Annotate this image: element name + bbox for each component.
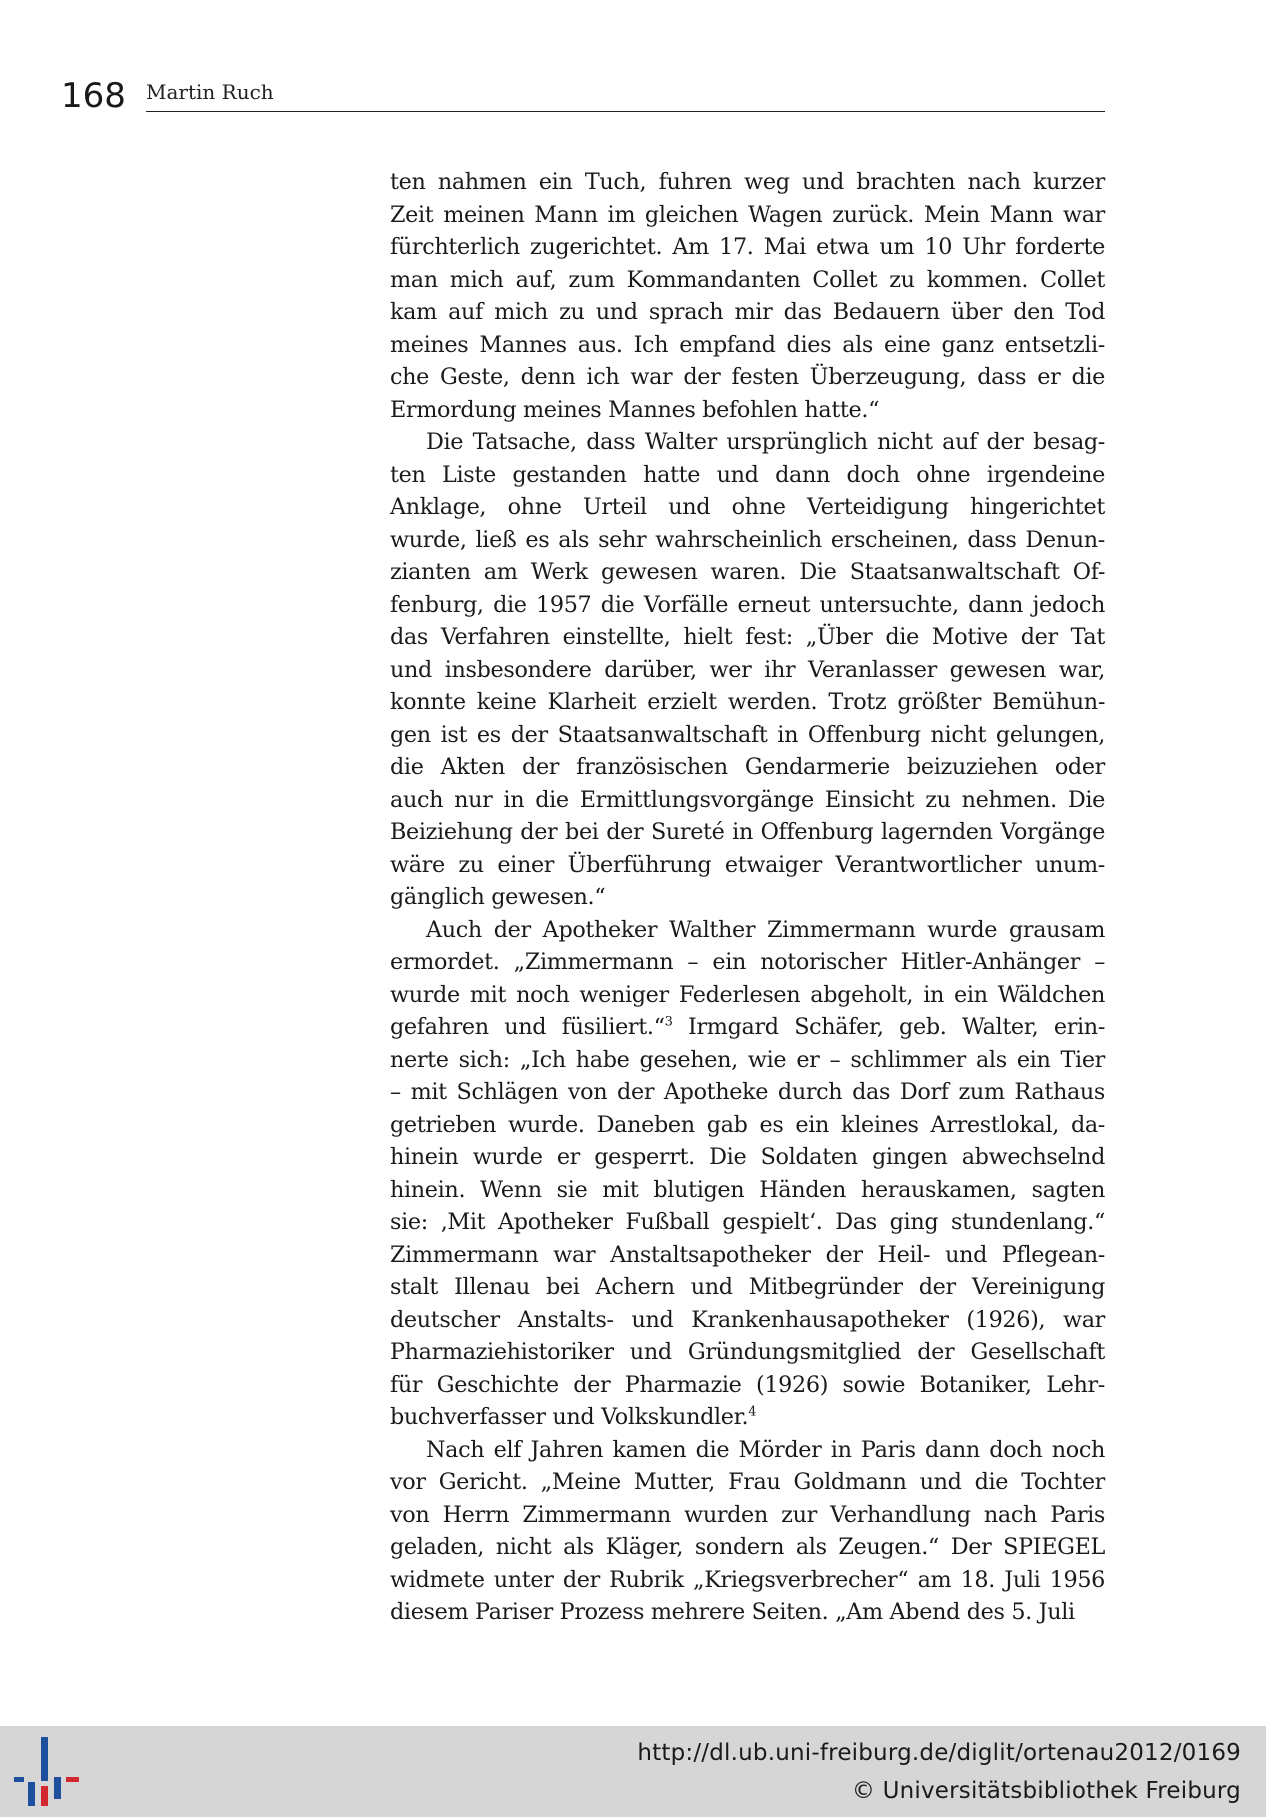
text-line — [390, 296, 1105, 329]
text-line-content: kam auf mich zu und sprach mir das Bedauern über den Tod — [390, 299, 1105, 325]
text-line-content: wurde mit noch weniger Federlesen abgeholt, in ein Wäldchen — [390, 981, 1105, 1008]
text-line-content: Zimmermann war Anstaltsapotheker der Heil- und Pflegean- — [390, 1241, 1105, 1268]
text-line — [390, 1564, 1105, 1597]
text-line-content: und insbesondere darüber, wer ihr Veranlasser gewesen war, — [390, 656, 1105, 683]
text-line — [390, 1109, 1105, 1142]
text-line — [390, 1011, 1105, 1044]
text-line — [390, 1271, 1105, 1304]
text-line-content: – mit Schlägen von der Apotheke durch das Dorf zum Rathaus — [390, 1079, 1105, 1105]
text-line — [390, 166, 1105, 199]
text-line-content: getrieben wurde. Daneben gab es ein kleines Arrestlokal, da- — [390, 1111, 1105, 1138]
text-line — [390, 784, 1105, 817]
text-line — [390, 556, 1105, 589]
text-line — [390, 1434, 1105, 1467]
ub-freiburg-logo-icon — [14, 1737, 82, 1807]
text-line — [390, 1596, 1105, 1629]
text-line-content: ten Liste gestanden hatte und dann doch ohne irgendeine — [390, 461, 1105, 488]
text-line — [390, 1174, 1105, 1207]
text-line — [390, 621, 1105, 654]
text-line-content: sie: ‚Mit Apotheker Fußball gespielt‘. Das ging stundenlang.“ — [390, 1209, 1105, 1235]
footer-copyright: © Universitätsbibliothek Freiburg — [851, 1778, 1241, 1804]
text-line-content: che Geste, denn ich war der festen Überzeugung, dass er die — [390, 364, 1105, 390]
text-line — [390, 524, 1105, 557]
text-line-content: nerte sich: „Ich habe gesehen, wie er – schlimmer als ein Tier — [390, 1046, 1105, 1073]
text-line — [390, 751, 1105, 784]
footer-url[interactable]: http://dl.ub.uni-freiburg.de/diglit/ortenau2012/0169 — [637, 1740, 1241, 1766]
text-line-content: diesem Pariser Prozess mehrere Seiten. „Am Abend des 5. Juli — [390, 1599, 1075, 1625]
text-line — [390, 459, 1105, 492]
footnote-reference[interactable]: 3 — [664, 1014, 673, 1030]
text-line-content: gefahren und füsiliert.“ — [390, 1014, 665, 1040]
text-line-content: stalt Illenau bei Achern und Mitbegründer der Vereinigung — [390, 1274, 1105, 1300]
text-line-content: ermordet. „Zimmermann – ein notorischer Hitler-Anhänger – — [390, 949, 1105, 975]
text-line — [390, 1336, 1105, 1369]
text-line — [390, 654, 1105, 687]
text-line-content: auch nur in die Ermittlungsvorgänge Einsicht zu nehmen. Die — [390, 786, 1105, 813]
page-number: 168 — [61, 76, 126, 116]
text-line-content: Anklage, ohne Urteil und ohne Verteidigung hingerichtet — [390, 494, 1105, 520]
text-line — [390, 914, 1105, 947]
text-line-content: Pharmaziehistoriker und Gründungsmitglied der Gesellschaft — [390, 1339, 1105, 1365]
text-line — [390, 589, 1105, 622]
text-line — [390, 1499, 1105, 1532]
text-line — [390, 1076, 1105, 1109]
text-line-content: konnte keine Klarheit erzielt werden. Trotz größter Bemühun- — [390, 689, 1105, 715]
text-line-content: geladen, nicht als Kläger, sondern als Zeugen.“ Der SPIEGEL — [390, 1534, 1105, 1560]
text-line-content: ten nahmen ein Tuch, fuhren weg und brachten nach kurzer — [390, 169, 1105, 195]
text-line — [390, 491, 1105, 524]
text-line-content: wurde, ließ es als sehr wahrscheinlich erscheinen, dass Denun- — [390, 526, 1105, 553]
text-line-content: Nach elf Jahren kamen die Mörder in Paris dann doch noch — [426, 1436, 1105, 1463]
text-line — [390, 1044, 1105, 1077]
text-line-content: gänglich gewesen.“ — [390, 884, 606, 910]
text-line-content: wäre zu einer Überführung etwaiger Verantwortlicher unum- — [390, 851, 1105, 878]
text-line-content: hinein wurde er gesperrt. Die Soldaten gingen abwechselnd — [390, 1144, 1105, 1170]
text-line — [390, 329, 1105, 362]
text-line — [390, 199, 1105, 232]
text-line — [390, 1239, 1105, 1272]
text-line — [390, 979, 1105, 1012]
text-line — [390, 1531, 1105, 1564]
text-line — [390, 1466, 1105, 1499]
text-line — [390, 264, 1105, 297]
text-line-content: von Herrn Zimmermann wurden zur Verhandlung nach Paris — [390, 1501, 1105, 1528]
body-text — [390, 166, 1105, 1629]
running-head-author: Martin Ruch — [146, 80, 274, 104]
text-line-continuation: Irmgard Schäfer, geb. Walter, erin- — [672, 1014, 1105, 1040]
text-line — [390, 231, 1105, 264]
text-line-content: für Geschichte der Pharmazie (1926) sowie Botaniker, Lehr- — [390, 1371, 1105, 1398]
text-line — [390, 881, 1105, 914]
text-line-content: vor Gericht. „Meine Mutter, Frau Goldmann und die Tochter — [390, 1469, 1105, 1495]
text-line-content: Ermordung meines Mannes befohlen hatte.“ — [390, 396, 880, 423]
text-line-content: Zeit meinen Mann im gleichen Wagen zurück. Mein Mann war — [390, 201, 1105, 228]
text-line — [390, 394, 1105, 427]
text-line — [390, 816, 1105, 849]
text-line — [390, 426, 1105, 459]
text-line-content: das Verfahren einstellte, hielt fest: „Über die Motive der Tat — [390, 624, 1105, 650]
text-line-content: fürchterlich zugerichtet. Am 17. Mai etwa um 10 Uhr forderte — [390, 234, 1105, 260]
text-line — [390, 946, 1105, 979]
text-line-content: widmete unter der Rubrik „Kriegsverbrecher“ am 18. Juli 1956 — [390, 1566, 1105, 1593]
text-line — [390, 719, 1105, 752]
text-line-content: zianten am Werk gewesen waren. Die Staatsanwaltschaft Of- — [390, 559, 1105, 585]
text-line — [390, 1369, 1105, 1402]
text-line — [390, 1304, 1105, 1337]
text-line — [390, 1401, 1105, 1434]
text-line-content: Beiziehung der bei der Sureté in Offenburg lagernden Vorgänge — [390, 819, 1105, 845]
text-line-content: meines Mannes aus. Ich empfand dies als eine ganz entsetzli- — [390, 331, 1105, 358]
text-line — [390, 1206, 1105, 1239]
text-line — [390, 1141, 1105, 1174]
text-line — [390, 361, 1105, 394]
text-line — [390, 849, 1105, 882]
footnote-reference[interactable]: 4 — [748, 1404, 757, 1420]
text-line-content: Die Tatsache, dass Walter ursprünglich nicht auf der besag- — [426, 429, 1105, 455]
text-line-content: buchverfasser und Volkskundler. — [390, 1404, 749, 1430]
text-line-content: man mich auf, zum Kommandanten Collet zu kommen. Collet — [390, 266, 1105, 293]
text-line-content: deutscher Anstalts- und Krankenhausapotheker (1926), war — [390, 1306, 1105, 1333]
text-line-content: fenburg, die 1957 die Vorfälle erneut untersuchte, dann jedoch — [390, 591, 1105, 618]
text-line-content: Auch der Apotheker Walther Zimmermann wurde grausam — [426, 916, 1105, 943]
header-rule — [146, 111, 1105, 112]
text-line — [390, 686, 1105, 719]
text-line-content: die Akten der französischen Gendarmerie beizuziehen oder — [390, 754, 1105, 780]
text-line-content: gen ist es der Staatsanwaltschaft in Offenburg nicht gelungen, — [390, 721, 1105, 748]
text-line-content: hinein. Wenn sie mit blutigen Händen herauskamen, sagten — [390, 1176, 1105, 1203]
